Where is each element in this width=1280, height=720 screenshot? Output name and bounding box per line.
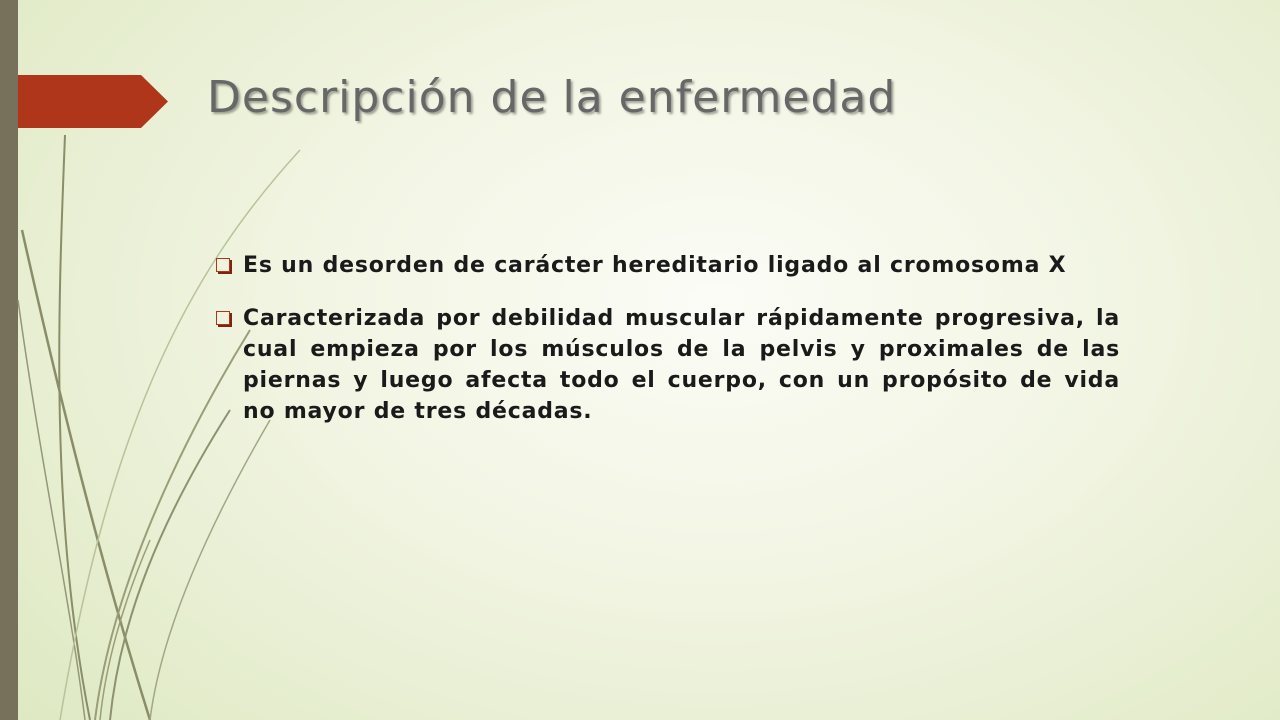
bullet-item [216, 250, 1120, 281]
bullet-text: Es un desorden de carácter hereditario ligado al cromosoma X [243, 253, 1067, 278]
checkbox-icon [216, 311, 230, 325]
checkbox-icon [216, 258, 230, 272]
title-arrow-shape [18, 75, 168, 128]
bullet-item [216, 303, 1120, 427]
bullet-list [216, 250, 1120, 427]
bullet-text: Caracterizada por debilidad muscular rápidamente progresiva, la cual empieza por los músculos de la pelvis y proximales de las piernas y luego afecta todo el cuerpo, con un propósito de vida no mayor de tres décadas. [243, 306, 1120, 424]
slide-title: Descripción de la enfermedad [207, 72, 897, 123]
